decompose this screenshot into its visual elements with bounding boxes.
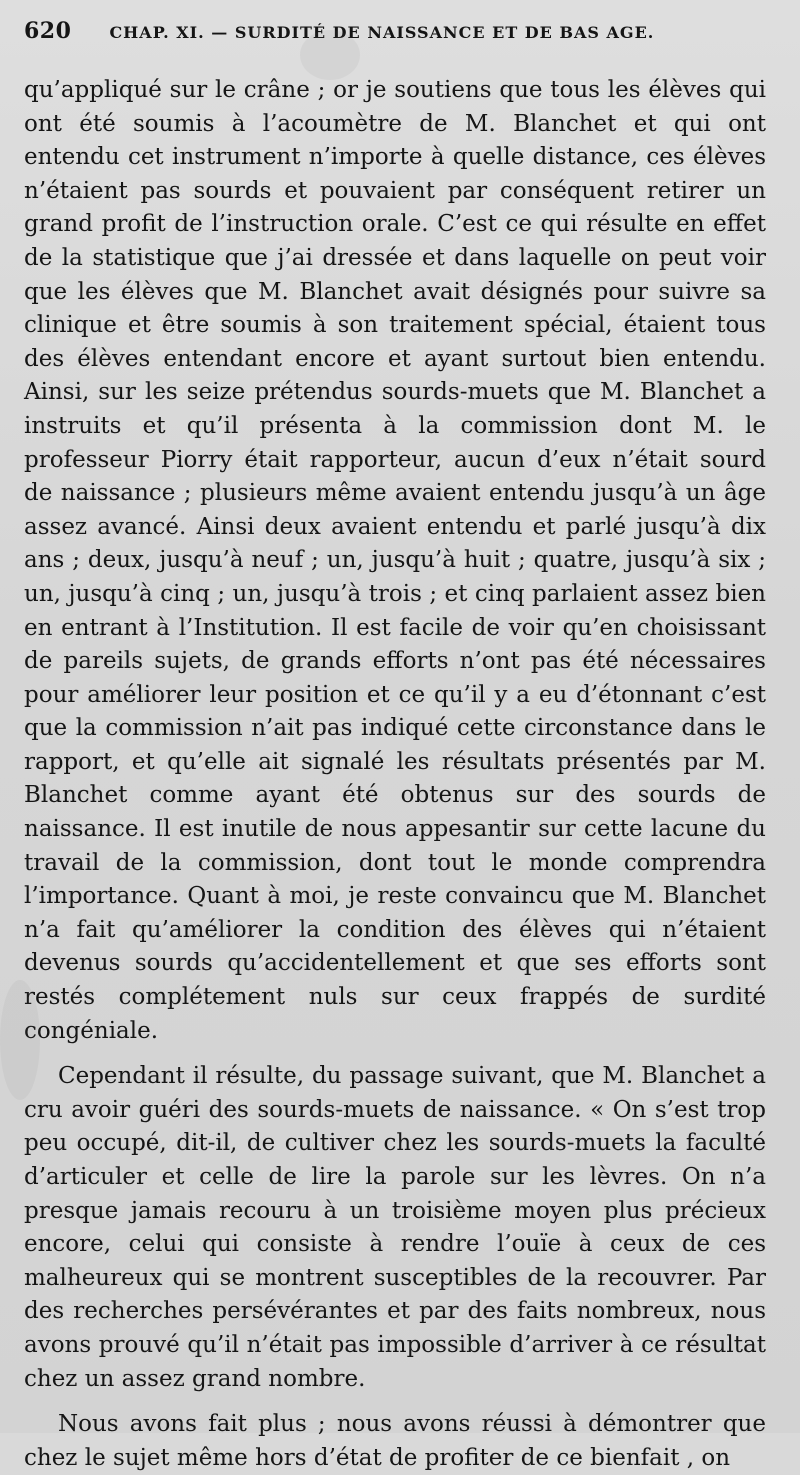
page-number: 620 — [24, 18, 72, 44]
paragraph: Nous avons fait plus ; nous avons réussi à démontrer que chez le sujet même hors d’état de profiter de ce bienfait , on — [24, 1411, 766, 1471]
body-text — [24, 74, 766, 1475]
running-head — [24, 18, 766, 52]
paragraph: Cependant il résulte, du passage suivant, que M. Blanchet a cru avoir guéri des sourds-muets de naissance. « On s’est trop peu occupé, dit-il, de cultiver chez les sourds-muets la faculté d’articuler et celle de lire la parole sur les lèvres. On n’a presque jamais recouru à un troisième moyen plus précieux encore, celui qui consiste à rendre l’ouïe à ceux de ces malheureux qui se montrent susceptibles de la recouvrer. Par des recherches persévérantes et par des faits nombreux, nous avons prouvé qu’il n’était pas impossible d’arriver à ce résultat chez un assez grand nombre. — [24, 1063, 766, 1392]
paragraph: qu’appliqué sur le crâne ; or je soutiens que tous les élèves qui ont été soumis à l’acoumètre de M. Blanchet et qui ont entendu cet instrument n’importe à quelle distance, ces élèves n’étaient pas sourds et pouvaient par conséquent retirer un grand profit de l’instruction orale. C’est ce qui résulte en effet de la statistique que j’ai dressée et dans laquelle on peut voir que les élèves que M. Blanchet avait désignés pour suivre sa clinique et être soumis à son traitement spécial, étaient tous des élèves entendant encore et ayant surtout bien entendu. Ainsi, sur les seize prétendus sourds-muets que M. Blanchet a instruits et qu’il présenta à la commission dont M. le professeur Piorry était rapporteur, aucun d’eux n’était sourd de naissance ; plusieurs même avaient entendu jusqu’à un âge assez avancé. Ainsi deux avaient entendu et parlé jusqu’à dix ans ; deux, jusqu’à neuf ; un, jusqu’à huit ; quatre, jusqu’à six ; un, jusqu’à cinq ; un, jusqu’à trois ; et cinq parlaient assez bien en entrant à l’Institution. Il est facile de voir qu’en choisissant de pareils sujets, de grands efforts n’ont pas été nécessaires pour améliorer leur position et ce qu’il y a eu d’étonnant c’est que la commission n’ait pas indiqué cette circonstance dans le rapport, et qu’elle ait signalé les résultats présentés par M. Blanchet comme ayant été obtenus sur des sourds de naissance. Il est inutile de nous appesantir sur cette lacune du travail de la commission, dont tout le monde comprendra l’importance. Quant à moi, je reste convaincu que M. Blanchet n’a fait qu’améliorer la condition des élèves qui n’étaient devenus sourds qu’accidentellement et que ses efforts sont restés complétement nuls sur ceux frappés de surdité congéniale. — [24, 77, 766, 1044]
chapter-title: CHAP. XI. — SURDITÉ DE NAISSANCE ET DE BAS AGE. — [109, 23, 655, 42]
